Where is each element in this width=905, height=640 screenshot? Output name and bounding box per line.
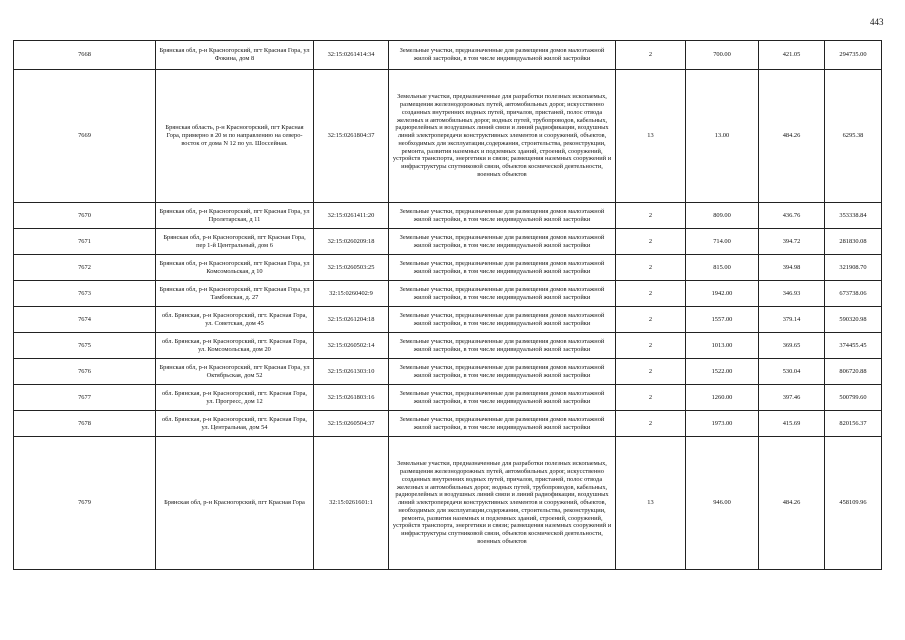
row-cadastral-number: 32:15:0260209:18 (314, 229, 389, 255)
row-purpose: Земельные участки, предназначенные для размещения домов малоэтажной жилой застройки, в том числе индивидуальной жилой застройки (389, 359, 616, 385)
row-address: обл. Брянская, р-н Красногорский, пгт. Красная Гора, ул. Прогресс, дом 12 (156, 385, 314, 411)
row-group: 2 (616, 333, 686, 359)
row-cadastral-number: 32:15:0261303:10 (314, 359, 389, 385)
row-id: 7675 (14, 333, 156, 359)
table-row (14, 411, 882, 437)
row-rate: 421.05 (759, 41, 825, 70)
row-rate: 530.04 (759, 359, 825, 385)
row-purpose: Земельные участки, предназначенные для размещения домов малоэтажной жилой застройки, в том числе индивидуальной жилой застройки (389, 203, 616, 229)
row-group: 2 (616, 281, 686, 307)
table-row (14, 359, 882, 385)
row-cadastral-number: 32:15:0260504:37 (314, 411, 389, 437)
row-group: 2 (616, 411, 686, 437)
row-rate: 484.26 (759, 437, 825, 570)
row-cadastral-value: 590320.98 (825, 307, 882, 333)
table-row (14, 385, 882, 411)
row-id: 7669 (14, 70, 156, 203)
row-area: 1973.00 (686, 411, 759, 437)
row-area: 1013.00 (686, 333, 759, 359)
table-row (14, 437, 882, 570)
row-purpose: Земельные участки, предназначенные для размещения домов малоэтажной жилой застройки, в том числе индивидуальной жилой застройки (389, 41, 616, 70)
row-rate: 369.65 (759, 333, 825, 359)
row-area: 1260.00 (686, 385, 759, 411)
table-row (14, 281, 882, 307)
row-group: 13 (616, 70, 686, 203)
row-rate: 394.72 (759, 229, 825, 255)
row-group: 2 (616, 229, 686, 255)
row-rate: 379.14 (759, 307, 825, 333)
row-id: 7671 (14, 229, 156, 255)
row-address: Брянская обл, р-н Красногорский, пгт Красная Гора, ул Октябрьская, дом 52 (156, 359, 314, 385)
table-row (14, 229, 882, 255)
row-rate: 346.93 (759, 281, 825, 307)
row-rate: 415.69 (759, 411, 825, 437)
row-address: Брянская обл, р-н Красногорский, пгт Красная Гора, ул Комсомольская, д 10 (156, 255, 314, 281)
row-cadastral-number: 32:15:0261803:16 (314, 385, 389, 411)
row-cadastral-value: 6295.38 (825, 70, 882, 203)
row-id: 7679 (14, 437, 156, 570)
row-address: обл. Брянская, р-н Красногорский, пгт. Красная Гора, ул. Центральная, дом 54 (156, 411, 314, 437)
row-id: 7668 (14, 41, 156, 70)
table-row (14, 41, 882, 70)
row-purpose: Земельные участки, предназначенные для размещения домов малоэтажной жилой застройки, в том числе индивидуальной жилой застройки (389, 229, 616, 255)
page-number: 443 (870, 17, 884, 27)
row-address: Брянская обл, р-н Красногорский, пгт Красная Гора, ул Пролетарская, д 11 (156, 203, 314, 229)
row-rate: 484.26 (759, 70, 825, 203)
row-cadastral-value: 820156.37 (825, 411, 882, 437)
row-cadastral-value: 458109.96 (825, 437, 882, 570)
row-group: 2 (616, 255, 686, 281)
row-cadastral-number: 32:15:0260503:25 (314, 255, 389, 281)
row-cadastral-value: 353338.84 (825, 203, 882, 229)
row-cadastral-value: 374455.45 (825, 333, 882, 359)
row-id: 7676 (14, 359, 156, 385)
row-group: 2 (616, 385, 686, 411)
row-id: 7673 (14, 281, 156, 307)
row-group: 2 (616, 203, 686, 229)
row-address: Брянская обл, р-н Красногорский, пгт Красная Гора, ул Фокина, дом 8 (156, 41, 314, 70)
row-cadastral-value: 500799.60 (825, 385, 882, 411)
row-cadastral-value: 281830.08 (825, 229, 882, 255)
row-area: 815.00 (686, 255, 759, 281)
row-cadastral-number: 32:15:0261804:37 (314, 70, 389, 203)
row-cadastral-number: 32:15:0260502:14 (314, 333, 389, 359)
row-id: 7678 (14, 411, 156, 437)
table-row (14, 255, 882, 281)
row-cadastral-number: 32:15:0260402:9 (314, 281, 389, 307)
row-purpose: Земельные участки, предназначенные для размещения домов малоэтажной жилой застройки, в том числе индивидуальной жилой застройки (389, 333, 616, 359)
row-area: 714.00 (686, 229, 759, 255)
row-area: 1557.00 (686, 307, 759, 333)
row-address: обл. Брянская, р-н Красногорский, пгт. Красная Гора, ул. Комсомольская, дом 20 (156, 333, 314, 359)
row-id: 7677 (14, 385, 156, 411)
row-cadastral-value: 806720.88 (825, 359, 882, 385)
row-rate: 394.98 (759, 255, 825, 281)
table-row (14, 333, 882, 359)
row-id: 7674 (14, 307, 156, 333)
table-row (14, 70, 882, 203)
row-area: 700.00 (686, 41, 759, 70)
row-purpose: Земельные участки, предназначенные для размещения домов малоэтажной жилой застройки, в том числе индивидуальной жилой застройки (389, 281, 616, 307)
row-cadastral-value: 294735.00 (825, 41, 882, 70)
row-cadastral-number: 32:15:0261411:20 (314, 203, 389, 229)
row-cadastral-value: 321908.70 (825, 255, 882, 281)
row-purpose: Земельные участки, предназначенные для размещения домов малоэтажной жилой застройки, в том числе индивидуальной жилой застройки (389, 255, 616, 281)
land-registry-table (13, 40, 882, 570)
row-area: 1522.00 (686, 359, 759, 385)
row-rate: 397.46 (759, 385, 825, 411)
row-area: 809.00 (686, 203, 759, 229)
row-address: Брянская обл, р-н Красногорский, пгт Красная Гора, пер 1-й Центральный, дом 6 (156, 229, 314, 255)
table-row (14, 307, 882, 333)
row-address: Брянская обл, р-н Красногорский, пгт Красная Гора, ул Тамбовская, д. 27 (156, 281, 314, 307)
row-group: 13 (616, 437, 686, 570)
row-address: обл. Брянская, р-н Красногорский, пгт. Красная Гора, ул. Советская, дом 45 (156, 307, 314, 333)
row-address: Брянская область, р-н Красногорский, пгт Красная Гора, примерно в 20 м по направлению на северо-восток от дома N 12 по ул. Шоссейная. (156, 70, 314, 203)
row-cadastral-number: 32:15:0261414:34 (314, 41, 389, 70)
table-row (14, 203, 882, 229)
row-purpose: Земельные участки, предназначенные для размещения домов малоэтажной жилой застройки, в том числе индивидуальной жилой застройки (389, 411, 616, 437)
row-group: 2 (616, 41, 686, 70)
row-rate: 436.76 (759, 203, 825, 229)
row-cadastral-number: 32:15:0261601:1 (314, 437, 389, 570)
row-address: Брянская обл, р-н Красногорский, пгт Красная Гора (156, 437, 314, 570)
row-cadastral-value: 673738.06 (825, 281, 882, 307)
row-id: 7672 (14, 255, 156, 281)
row-area: 13.00 (686, 70, 759, 203)
row-group: 2 (616, 307, 686, 333)
row-id: 7670 (14, 203, 156, 229)
row-area: 946.00 (686, 437, 759, 570)
row-purpose: Земельные участки, предназначенные для разработки полезных ископаемых, размещения железнодорожных путей, автомобильных дорог, искусственно созданных внутренних водных путей, причалов, пристаней, полос отвода железных и автомобильных дорог, водных путей, трубопроводов, кабельных, радиорелейных и воздушных линий связи и линий радиофикации, воздушных линий электропередачи конструктивных элементов и сооружений, объектов, необходимых для эксплуатации,содержания, строительства, реконструкции, ремонта, развития наземных и подземных зданий, строений, сооружений, устройств транспорта, энергетики и связи; размещения наземных сооружений и инфраструктуры спутниковой связи, объектов космической деятельности, военных объектов (389, 437, 616, 570)
row-purpose: Земельные участки, предназначенные для размещения домов малоэтажной жилой застройки, в том числе индивидуальной жилой застройки (389, 385, 616, 411)
row-group: 2 (616, 359, 686, 385)
row-purpose: Земельные участки, предназначенные для размещения домов малоэтажной жилой застройки, в том числе индивидуальной жилой застройки (389, 307, 616, 333)
row-cadastral-number: 32:15:0261204:18 (314, 307, 389, 333)
table-body (14, 41, 882, 570)
row-area: 1942.00 (686, 281, 759, 307)
row-purpose: Земельные участки, предназначенные для разработки полезных ископаемых, размещения железнодорожных путей, автомобильных дорог, искусственно созданных внутренних водных путей, причалов, пристаней, полос отвода железных и автомобильных дорог, водных путей, трубопроводов, кабельных, радиорелейных и воздушных линий связи и линий радиофикации, воздушных линий электропередачи конструктивных элементов и сооружений, объектов, необходимых для эксплуатации,содержания, строительства, реконструкции, ремонта, развития наземных и подземных зданий, строений, сооружений, устройств транспорта, энергетики и связи; размещения наземных сооружений и инфраструктуры спутниковой связи, объектов космической деятельности, военных объектов (389, 70, 616, 203)
